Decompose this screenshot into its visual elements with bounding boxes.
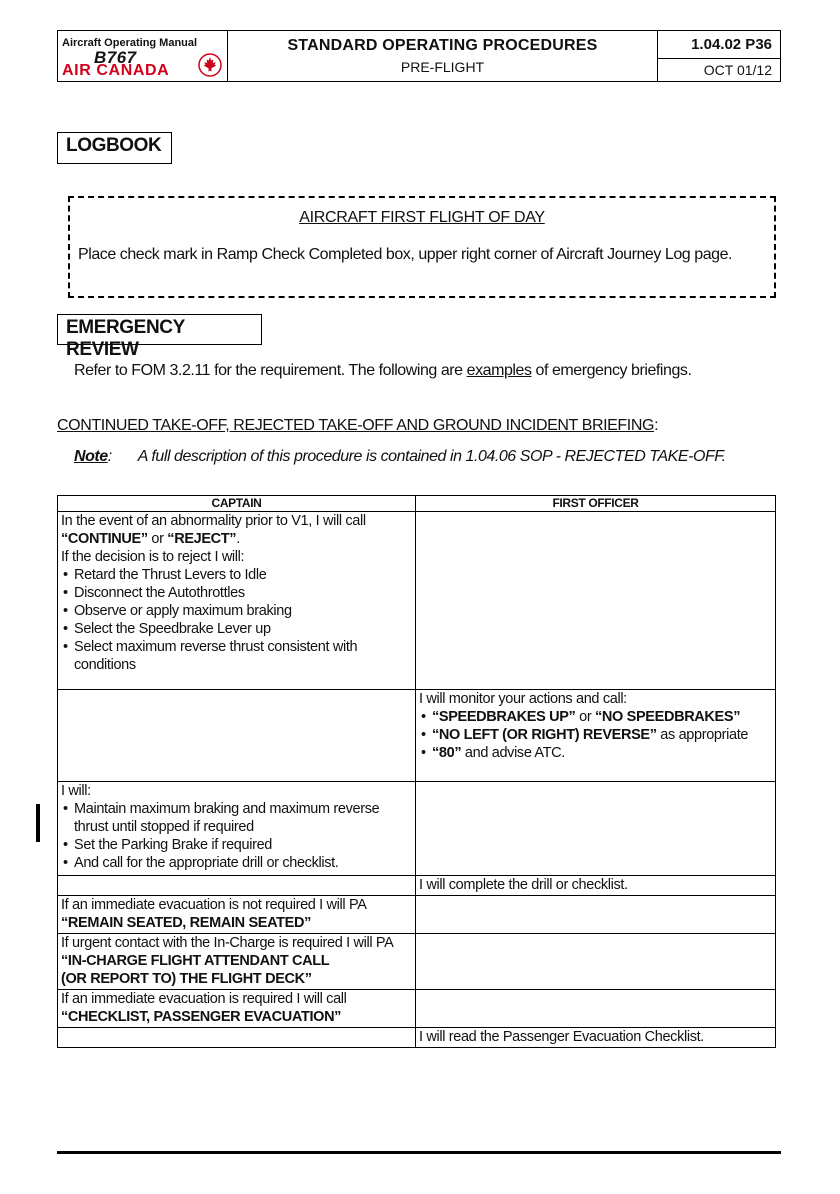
call-reject: “REJECT” xyxy=(167,531,237,547)
emergency-review-heading: EMERGENCY REVIEW xyxy=(57,314,262,345)
captain-cell xyxy=(58,990,416,1028)
list-item: • Retard the Thrust Levers to Idle xyxy=(61,566,412,584)
call-in-charge-line1: “IN-CHARGE FLIGHT ATTENDANT CALL xyxy=(61,953,330,969)
list-item: • Observe or apply maximum braking xyxy=(61,602,412,620)
table-row xyxy=(58,934,776,990)
table-row xyxy=(58,990,776,1028)
first-officer-cell: I will complete the drill or checklist. xyxy=(416,876,776,896)
cell-text: I will: xyxy=(61,783,91,799)
call-passenger-evacuation: “CHECKLIST, PASSENGER EVACUATION” xyxy=(61,1009,342,1025)
intro-text-start: Refer to FOM 3.2.11 for the requirement. The following are xyxy=(74,362,467,379)
manual-name: Aircraft Operating Manual xyxy=(62,37,198,49)
table-row xyxy=(58,782,776,876)
document-date: OCT 01/12 xyxy=(703,62,772,78)
captain-cell xyxy=(58,896,416,934)
header-title-block xyxy=(228,31,658,81)
cell-text xyxy=(61,914,412,932)
first-officer-cell xyxy=(416,690,776,782)
briefing-heading xyxy=(57,417,658,435)
captain-cell xyxy=(58,690,416,782)
revision-bar xyxy=(36,804,40,842)
cell-text xyxy=(61,952,412,970)
cell-text: as appropriate xyxy=(656,727,749,743)
captain-cell xyxy=(58,1028,416,1048)
cell-text xyxy=(61,530,412,548)
first-officer-cell xyxy=(416,782,776,876)
examples-word: examples xyxy=(466,362,532,379)
captain-cell xyxy=(58,876,416,896)
reject-actions-list xyxy=(61,566,412,674)
first-officer-cell xyxy=(416,896,776,934)
call-speedbrakes-up: “SPEEDBRAKES UP” xyxy=(432,709,576,725)
call-continue: “CONTINUE” xyxy=(61,531,148,547)
intro-text-end: of emergency briefings. xyxy=(531,362,692,379)
cell-text: If an immediate evacuation is not required I will PA xyxy=(61,897,367,913)
list-item: • Maintain maximum braking and maximum reverse thrust until stopped if required xyxy=(61,800,412,836)
list-item xyxy=(419,708,772,726)
table-row xyxy=(58,1028,776,1048)
call-80: “80” xyxy=(432,745,462,761)
cell-text: If an immediate evacuation is required I will call xyxy=(61,991,347,1007)
first-officer-cell xyxy=(416,934,776,990)
call-no-speedbrakes: “NO SPEEDBRAKES” xyxy=(595,709,741,725)
note-label: Note xyxy=(74,448,108,465)
logbook-heading: LOGBOOK xyxy=(57,132,172,164)
first-officer-cell: I will read the Passenger Evacuation Checklist. xyxy=(416,1028,776,1048)
briefing-title: CONTINUED TAKE-OFF, REJECTED TAKE-OFF AND GROUND INCIDENT BRIEFING xyxy=(57,417,655,434)
briefing-table xyxy=(57,495,776,1048)
cell-text: I will monitor your actions and call: xyxy=(419,691,627,707)
table-row xyxy=(58,512,776,690)
note-line xyxy=(74,448,726,466)
document-title: STANDARD OPERATING PROCEDURES xyxy=(287,37,598,54)
first-officer-column-header: FIRST OFFICER xyxy=(416,496,776,512)
document-code: 1.04.02 P36 xyxy=(658,31,780,59)
first-officer-cell xyxy=(416,990,776,1028)
cell-text: and advise ATC. xyxy=(461,745,565,761)
aircraft-model: B767 xyxy=(94,48,137,67)
or-text: or xyxy=(147,531,168,547)
briefing-colon: : xyxy=(654,417,659,434)
first-flight-text: Place check mark in Ramp Check Completed box, upper right corner of Aircraft Journey Log page. xyxy=(78,246,733,263)
cell-text: If the decision is to reject I will: xyxy=(61,549,245,565)
header-ref-block xyxy=(658,31,780,81)
captain-column-header: CAPTAIN xyxy=(58,496,416,512)
first-flight-title: AIRCRAFT FIRST FLIGHT OF DAY xyxy=(299,209,545,226)
list-item: • Disconnect the Autothrottles xyxy=(61,584,412,602)
cell-text: In the event of an abnormality prior to V1, I will call xyxy=(61,513,366,529)
captain-cell xyxy=(58,782,416,876)
cell-text xyxy=(61,970,412,988)
monitor-calls-list xyxy=(419,708,772,762)
list-item: • Set the Parking Brake if required xyxy=(61,836,412,854)
manual-logo xyxy=(58,31,228,81)
or-text: or xyxy=(575,709,596,725)
cell-text: If urgent contact with the In-Charge is required I will PA xyxy=(61,935,394,951)
emergency-intro xyxy=(74,362,691,380)
table-header-row xyxy=(58,496,776,512)
list-item: • And call for the appropriate drill or checklist. xyxy=(61,854,412,872)
first-officer-cell xyxy=(416,512,776,690)
airline-name: AIR CANADA xyxy=(62,62,170,79)
note-text: A full description of this procedure is contained in 1.04.06 SOP - REJECTED TAKE-OFF. xyxy=(137,448,726,465)
maple-leaf-icon xyxy=(198,53,222,77)
stop-actions-list xyxy=(61,800,412,872)
call-in-charge-line2: (OR REPORT TO) THE FLIGHT DECK” xyxy=(61,971,312,987)
cell-text xyxy=(61,1008,412,1026)
captain-cell xyxy=(58,934,416,990)
list-item: • Select maximum reverse thrust consistent with conditions xyxy=(61,638,412,674)
page-header xyxy=(57,30,781,82)
list-item xyxy=(419,726,772,744)
table-row xyxy=(58,690,776,782)
table-row xyxy=(58,896,776,934)
first-flight-box xyxy=(68,196,776,298)
list-item: • Select the Speedbrake Lever up xyxy=(61,620,412,638)
document-subtitle: PRE-FLIGHT xyxy=(400,59,485,75)
list-item xyxy=(419,744,772,762)
call-no-reverse: “NO LEFT (OR RIGHT) REVERSE” xyxy=(432,727,657,743)
period: . xyxy=(236,531,240,547)
note-colon: : xyxy=(107,448,112,465)
footer-rule xyxy=(57,1151,781,1154)
captain-cell xyxy=(58,512,416,690)
call-remain-seated: “REMAIN SEATED, REMAIN SEATED” xyxy=(61,915,311,931)
table-row xyxy=(58,876,776,896)
